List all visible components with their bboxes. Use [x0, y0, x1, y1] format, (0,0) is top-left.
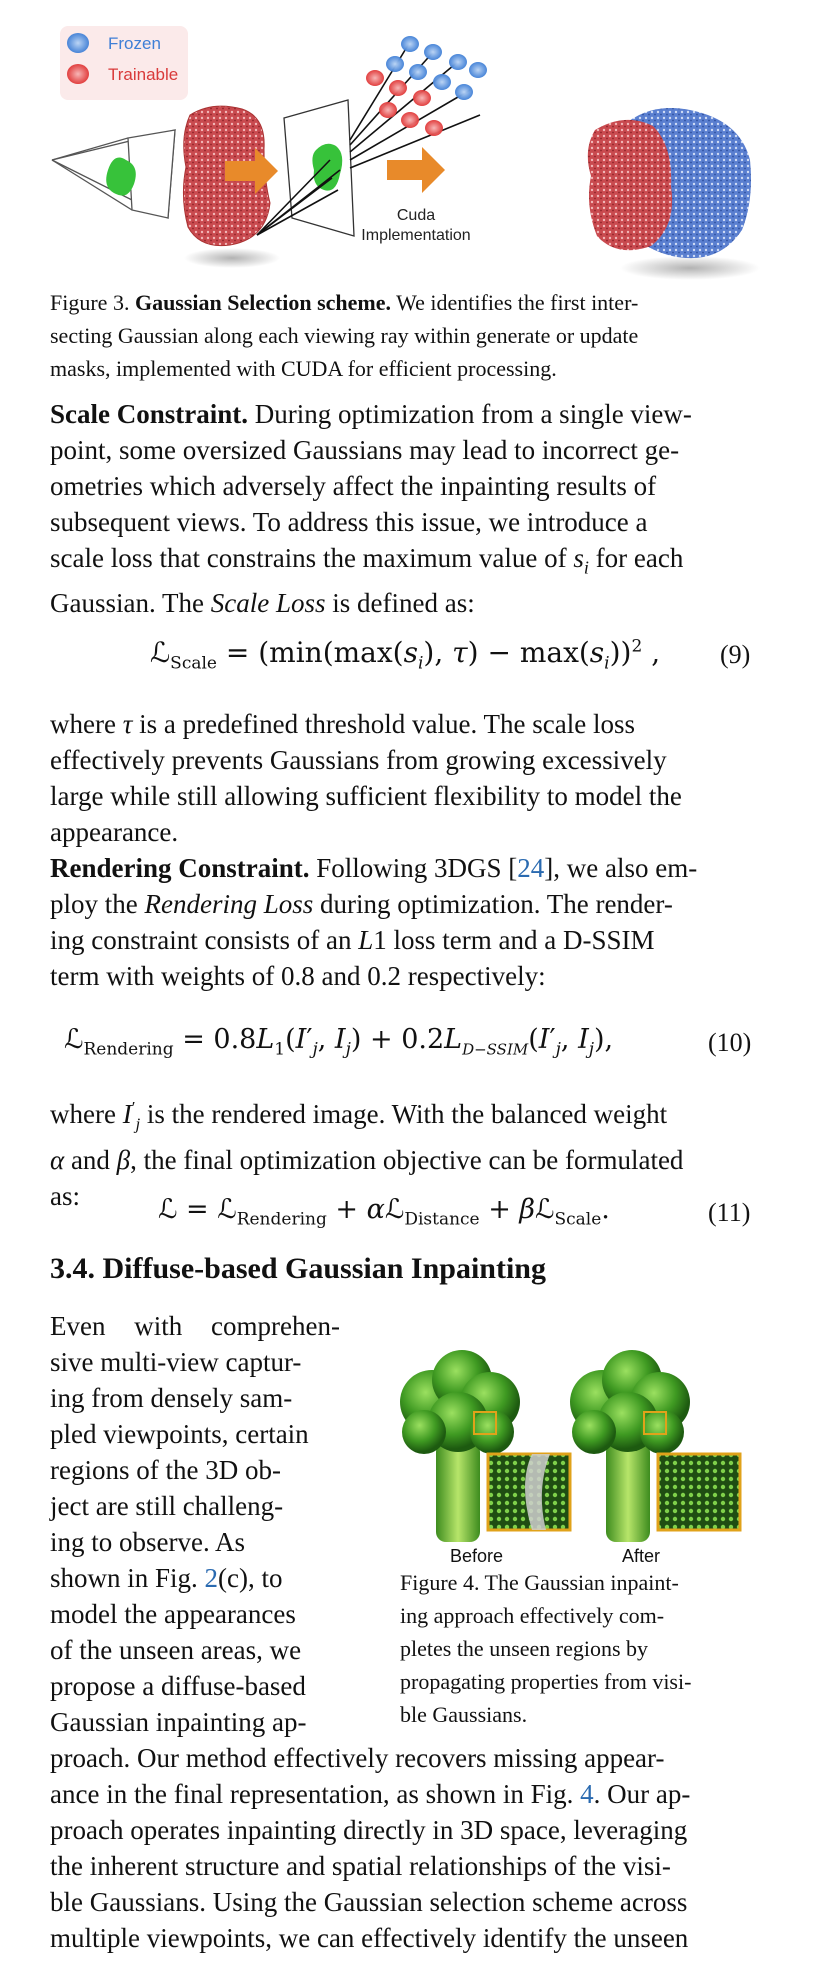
scale-after-paragraph: where τ is a predefined threshold value. The scale loss effectively prevents Gaussians from growing excessively large while still allowing sufficient flexibility to model the appearance. — [50, 709, 682, 847]
equation-11: ℒ = ℒ$_{Rendering}$ + αℒ$_{Distance}$ + βℒ$_{Scale}$. — [158, 1194, 610, 1230]
figure-4-broccoli-comparison — [392, 1332, 762, 1568]
figure-2-link[interactable]: 2 — [204, 1563, 219, 1593]
camera-frustum — [52, 130, 175, 218]
arrow-right-icon — [387, 147, 445, 193]
equation-10-number: (10) — [708, 1028, 752, 1057]
cuda-label: Cuda — [396, 207, 436, 224]
citation-link[interactable]: 24 — [517, 853, 545, 883]
implementation-label: Implementation — [361, 227, 471, 244]
rendering-after-paragraph: where $I'_j$ is the rendered image. With the balanced weight α and β, the final optimization objective can be formulated as: — [50, 1098, 684, 1212]
after-zoom-inset — [658, 1454, 740, 1530]
broccoli-before-image — [400, 1350, 570, 1542]
rendering-constraint-paragraph: Rendering Constraint. Following 3DGS [24], we also em- ploy the Rendering Loss during optimization. The render- ing constraint consists of an L1 loss term and a D-SSIM term with weights of 0.8 and 0.2 respectively: — [50, 853, 698, 991]
equation-9: ℒ$_{Scale}$ = ($\min(\max(s_i)$, $\tau) - \max(s_i))^2$ , — [150, 636, 661, 674]
scale-constraint-heading: Scale Constraint. — [50, 399, 248, 429]
legend-trainable-label: Trainable — [108, 65, 179, 84]
legend-frozen-label: Frozen — [108, 34, 161, 53]
section-3-4-wrapped-text: Even with comprehen- sive multi-view captur- ing from densely sam- pled viewpoints, certain regions of the 3D ob- ject are still challeng- ing to observe. As shown in Fig. 2(c), to model the appearances of the unseen areas, we propose a diffuse-based Gaussian inpainting ap- — [50, 1311, 340, 1737]
figure-3-title: Gaussian Selection scheme. — [134, 290, 392, 315]
section-3-4-heading: 3.4. Diffuse-based Gaussian Inpainting — [50, 1252, 546, 1285]
equation-9-number: (9) — [720, 640, 751, 669]
gaussian-ellipsoids — [366, 36, 487, 136]
broccoli-after-image — [570, 1350, 740, 1542]
equation-11-number: (11) — [708, 1198, 751, 1227]
legend — [60, 26, 188, 100]
figure-3-label: Figure 3. — [50, 290, 130, 315]
figure-4-link[interactable]: 4 — [580, 1779, 594, 1809]
figure-3-diagram — [50, 20, 770, 290]
scale-constraint-paragraph: Scale Constraint. During optimization from a single view- point, some oversized Gaussians may lead to incorrect ge- ometries which adversely affect the inpainting results of subsequent views. To address this issue, we introduce a scale loss that constrains the maximum value of $s_i$ for each Gaussian. The Scale Loss is defined as: — [50, 399, 692, 619]
red-trainable-region — [588, 120, 672, 250]
rendering-constraint-heading: Rendering Constraint. — [50, 853, 310, 883]
figure-3-caption: Figure 3. Gaussian Selection scheme. We identifies the first inter- secting Gaussian along each viewing ray within generate or update masks, implemented with CUDA for efficient processing. — [50, 290, 639, 381]
frozen-legend-swatch — [67, 33, 89, 53]
after-label: After — [622, 1546, 661, 1566]
before-label: Before — [450, 1546, 504, 1566]
figure-4-caption: Figure 4. The Gaussian inpaint- ing approach effectively com- pletes the unseen regions by propagating properties from visi- ble Gaussians. — [400, 1570, 692, 1727]
section-3-4-continued-text: proach. Our method effectively recovers missing appear- ance in the final representation, as shown in Fig. 4. Our ap- proach operates inpainting directly in 3D space, leveraging the inherent structure and spatial relationships of the visi- ble Gaussians. Using the Gaussian selection scheme across multiple viewpoints, we can effectively identify the unseen — [50, 1743, 691, 1953]
trainable-legend-swatch — [67, 64, 89, 84]
equation-10: ℒ$_{Rendering}$ = $0.8L_1(I'_j$, $I_j) + 0.2L_{D-SSIM}(I'_j$, $I_j$), — [64, 1024, 614, 1060]
